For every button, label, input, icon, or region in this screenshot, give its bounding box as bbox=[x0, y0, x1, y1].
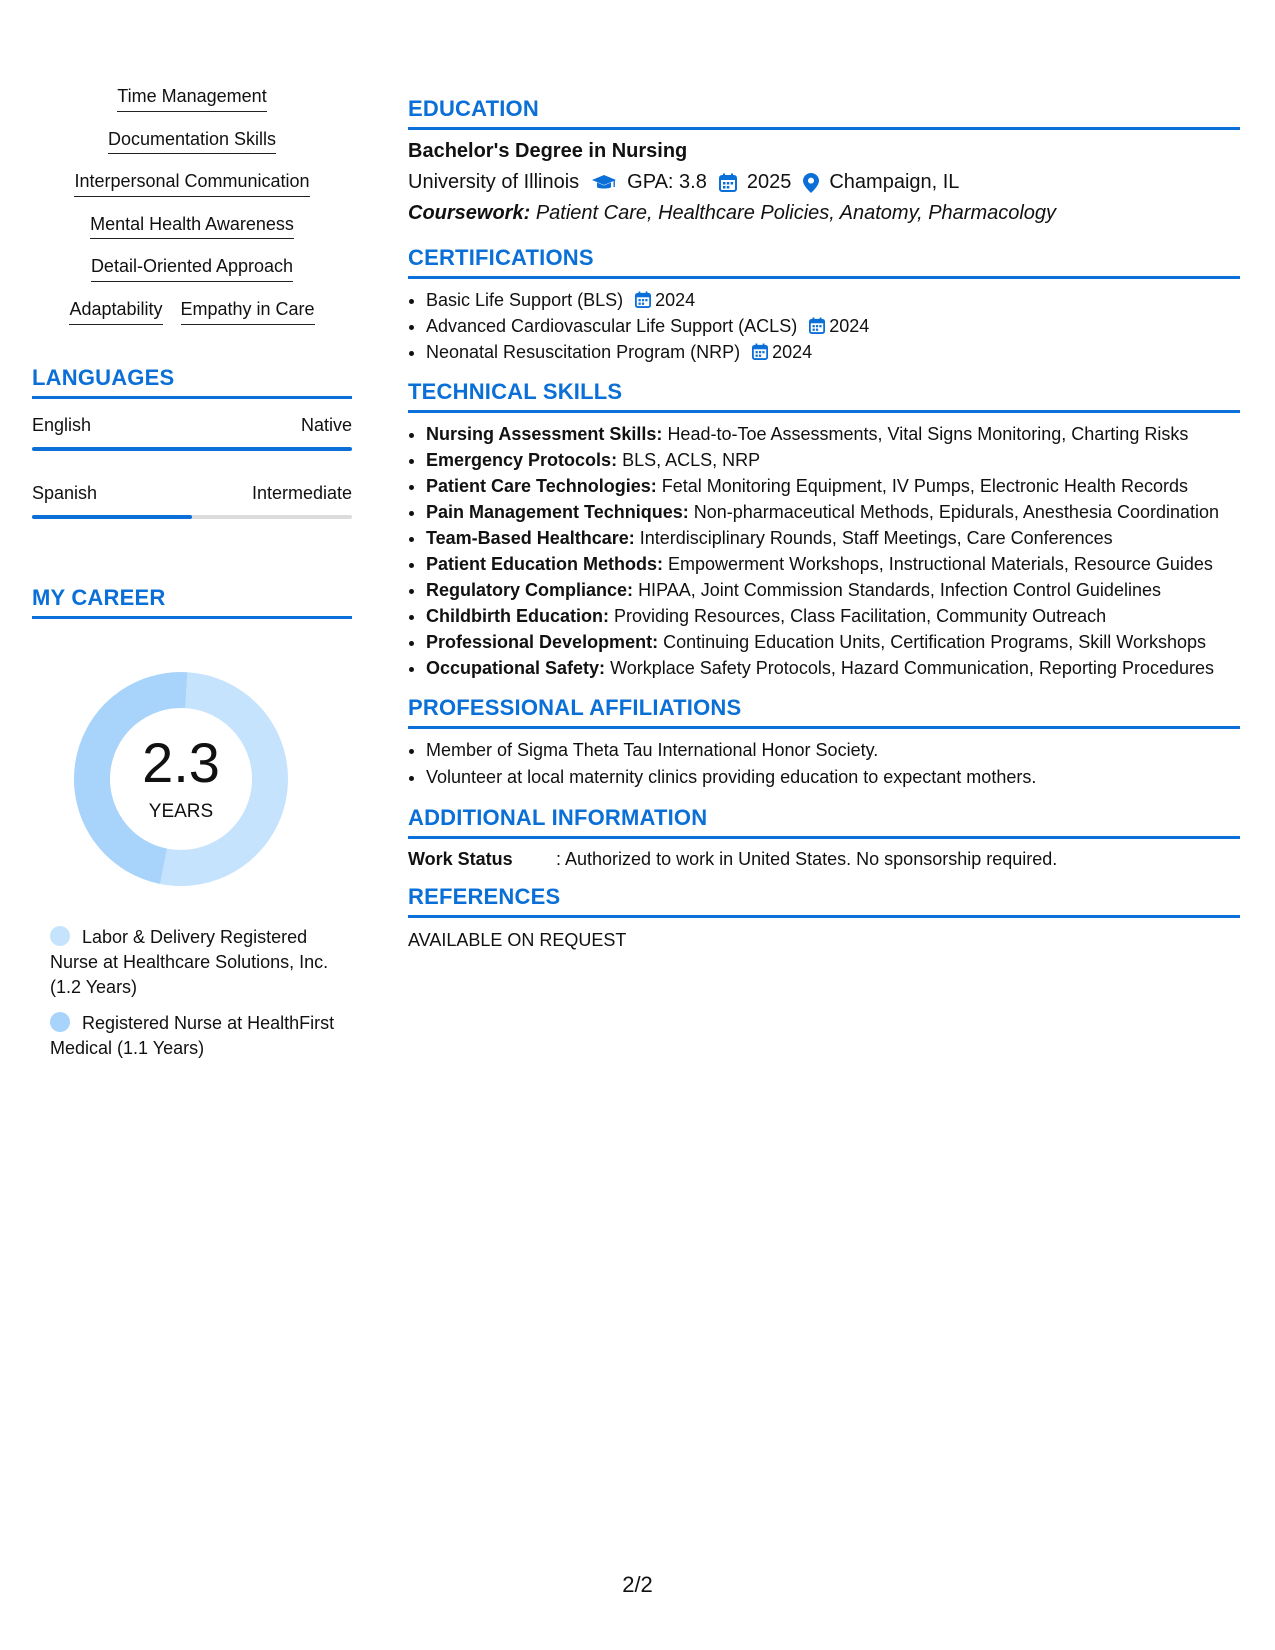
gpa: GPA: 3.8 bbox=[627, 171, 707, 193]
certification-item bbox=[426, 287, 1240, 313]
left-column bbox=[32, 86, 352, 1072]
page-number: 2/2 bbox=[622, 1572, 653, 1597]
certifications-title: CERTIFICATIONS bbox=[408, 245, 594, 270]
section-rule bbox=[32, 616, 352, 619]
technical-skill-label: Childbirth Education: bbox=[426, 606, 609, 626]
graduation-year: 2025 bbox=[746, 171, 792, 193]
technical-skill-item bbox=[426, 499, 1240, 525]
skill-tag: Interpersonal Communication bbox=[74, 171, 309, 197]
work-status bbox=[408, 849, 1240, 870]
affiliations-section bbox=[408, 695, 1240, 791]
affiliations-title: PROFESSIONAL AFFILIATIONS bbox=[408, 695, 742, 720]
skill-tag: Adaptability bbox=[69, 299, 162, 325]
skill-tag: Detail-Oriented Approach bbox=[91, 256, 293, 282]
language-level: Native bbox=[300, 414, 352, 435]
technical-skill-item bbox=[426, 447, 1240, 473]
technical-skill-item bbox=[426, 525, 1240, 551]
career-title: MY CAREER bbox=[32, 584, 166, 610]
education-details bbox=[408, 171, 1240, 194]
calendar-icon bbox=[635, 291, 651, 308]
technical-skills-title: TECHNICAL SKILLS bbox=[408, 379, 623, 404]
certification-year: 2024 bbox=[772, 342, 813, 362]
career-legend-item bbox=[50, 1011, 340, 1061]
certification-year: 2024 bbox=[829, 316, 870, 336]
certification-name: Advanced Cardiovascular Life Support (ACLS) bbox=[426, 316, 798, 336]
technical-skill-text: Providing Resources, Class Facilitation, Community Outreach bbox=[614, 606, 1107, 626]
education-section bbox=[408, 96, 1240, 225]
technical-skill-label: Professional Development: bbox=[426, 632, 659, 652]
references-text: AVAILABLE ON REQUEST bbox=[408, 930, 627, 950]
calendar-icon bbox=[809, 317, 825, 334]
technical-skill-text: BLS, ACLS, NRP bbox=[622, 450, 761, 470]
coursework-label: Coursework: bbox=[408, 202, 531, 224]
language-bar-fill bbox=[32, 515, 192, 519]
language-bar bbox=[32, 447, 352, 451]
certification-item bbox=[426, 313, 1240, 339]
technical-skill-text: Non-pharmaceutical Methods, Epidurals, Anesthesia Coordination bbox=[693, 502, 1220, 522]
affiliations-list bbox=[408, 737, 1240, 791]
skill-tag-row bbox=[32, 256, 352, 282]
skill-tag-row bbox=[32, 129, 352, 155]
certification-name: Basic Life Support (BLS) bbox=[426, 290, 624, 310]
education-title: EDUCATION bbox=[408, 96, 539, 121]
certifications-section bbox=[408, 245, 1240, 365]
work-status-label: Work Status bbox=[408, 849, 513, 869]
technical-skill-text: Continuing Education Units, Certification Programs, Skill Workshops bbox=[663, 632, 1206, 652]
section-rule bbox=[408, 276, 1240, 279]
coursework-list: Patient Care, Healthcare Policies, Anatomy, Pharmacology bbox=[535, 202, 1057, 224]
technical-skill-label: Occupational Safety: bbox=[426, 658, 606, 678]
technical-skill-label: Regulatory Compliance: bbox=[426, 580, 634, 600]
references-section bbox=[408, 884, 1240, 951]
legend-dot-icon bbox=[50, 926, 70, 946]
certification-list bbox=[408, 287, 1240, 365]
skill-tags bbox=[32, 86, 352, 325]
section-rule bbox=[408, 726, 1240, 729]
technical-skill-item bbox=[426, 603, 1240, 629]
language-name: Spanish bbox=[32, 482, 98, 503]
technical-skill-label: Pain Management Techniques: bbox=[426, 502, 689, 522]
language-bar-fill bbox=[32, 447, 352, 451]
skill-tag: Mental Health Awareness bbox=[90, 214, 294, 240]
skill-tag: Time Management bbox=[117, 86, 266, 112]
work-status-value: : Authorized to work in United States. No sponsorship required. bbox=[556, 849, 1058, 869]
language-name: English bbox=[32, 414, 92, 435]
career-legend bbox=[50, 925, 340, 1061]
career-donut-chart bbox=[65, 663, 297, 895]
career-total: 2.3 bbox=[142, 730, 220, 794]
technical-skills-section bbox=[408, 379, 1240, 681]
skill-tag-row bbox=[32, 86, 352, 112]
language-item bbox=[32, 483, 352, 519]
section-rule bbox=[408, 410, 1240, 413]
skill-tag-row bbox=[32, 214, 352, 240]
certification-item bbox=[426, 339, 1240, 365]
section-rule bbox=[32, 396, 352, 399]
skill-tag: Documentation Skills bbox=[108, 129, 276, 155]
technical-skill-item bbox=[426, 577, 1240, 603]
technical-skill-label: Patient Care Technologies: bbox=[426, 476, 657, 496]
career-legend-label: Labor & Delivery Registered Nurse at Healthcare Solutions, Inc. (1.2 Years) bbox=[50, 926, 329, 997]
technical-skill-item bbox=[426, 473, 1240, 499]
technical-skill-item bbox=[426, 655, 1240, 681]
location: Champaign, IL bbox=[829, 171, 960, 193]
skill-tag: Empathy in Care bbox=[181, 299, 315, 325]
section-rule bbox=[408, 915, 1240, 918]
school-name: University of Illinois bbox=[408, 171, 580, 193]
language-row bbox=[32, 415, 352, 436]
references-title: REFERENCES bbox=[408, 884, 561, 909]
right-column bbox=[408, 96, 1240, 965]
technical-skill-text: Fetal Monitoring Equipment, IV Pumps, Electronic Health Records bbox=[661, 476, 1188, 496]
language-row bbox=[32, 483, 352, 504]
languages-section bbox=[32, 365, 352, 519]
technical-skill-label: Nursing Assessment Skills: bbox=[426, 424, 663, 444]
technical-skill-item bbox=[426, 551, 1240, 577]
skill-tag-row bbox=[32, 171, 352, 197]
technical-skill-text: Interdisciplinary Rounds, Staff Meetings, Care Conferences bbox=[639, 528, 1113, 548]
additional-info-section bbox=[408, 805, 1240, 870]
location-pin-icon bbox=[803, 173, 819, 193]
technical-skill-text: Empowerment Workshops, Instructional Materials, Resource Guides bbox=[668, 554, 1213, 574]
language-level: Intermediate bbox=[251, 482, 352, 503]
languages-title: LANGUAGES bbox=[32, 364, 175, 390]
skill-tag-row bbox=[32, 299, 352, 325]
technical-skill-text: HIPAA, Joint Commission Standards, Infection Control Guidelines bbox=[638, 580, 1161, 600]
technical-skill-text: Workplace Safety Protocols, Hazard Communication, Reporting Procedures bbox=[610, 658, 1215, 678]
section-rule bbox=[408, 836, 1240, 839]
career-legend-item bbox=[50, 925, 340, 1000]
career-section bbox=[32, 585, 352, 1061]
calendar-icon bbox=[752, 343, 768, 360]
coursework bbox=[408, 202, 1240, 225]
legend-dot-icon bbox=[50, 1012, 70, 1032]
graduation-cap-icon bbox=[591, 174, 617, 192]
language-bar bbox=[32, 515, 352, 519]
technical-skill-label: Team-Based Healthcare: bbox=[426, 528, 635, 548]
affiliation-item: • Volunteer at local maternity clinics providing education to expectant mothers. bbox=[426, 764, 1240, 791]
technical-skill-label: Emergency Protocols: bbox=[426, 450, 618, 470]
career-legend-label: Registered Nurse at HealthFirst Medical (1.1 Years) bbox=[50, 1012, 335, 1058]
technical-skill-label: Patient Education Methods: bbox=[426, 554, 664, 574]
language-item bbox=[32, 415, 352, 451]
technical-skill-text: Head-to-Toe Assessments, Vital Signs Monitoring, Charting Risks bbox=[667, 424, 1189, 444]
technical-skills-list bbox=[408, 421, 1240, 681]
technical-skill-item bbox=[426, 629, 1240, 655]
affiliation-item: • Member of Sigma Theta Tau International Honor Society. bbox=[426, 737, 1240, 764]
section-rule bbox=[408, 127, 1240, 130]
certification-year: 2024 bbox=[655, 290, 696, 310]
language-list bbox=[32, 415, 352, 519]
career-unit: YEARS bbox=[148, 800, 214, 822]
additional-info-title: ADDITIONAL INFORMATION bbox=[408, 805, 708, 830]
degree-title: Bachelor's Degree in Nursing bbox=[408, 140, 688, 162]
calendar-icon bbox=[719, 173, 737, 192]
certification-name: Neonatal Resuscitation Program (NRP) bbox=[426, 342, 741, 362]
technical-skill-item bbox=[426, 421, 1240, 447]
